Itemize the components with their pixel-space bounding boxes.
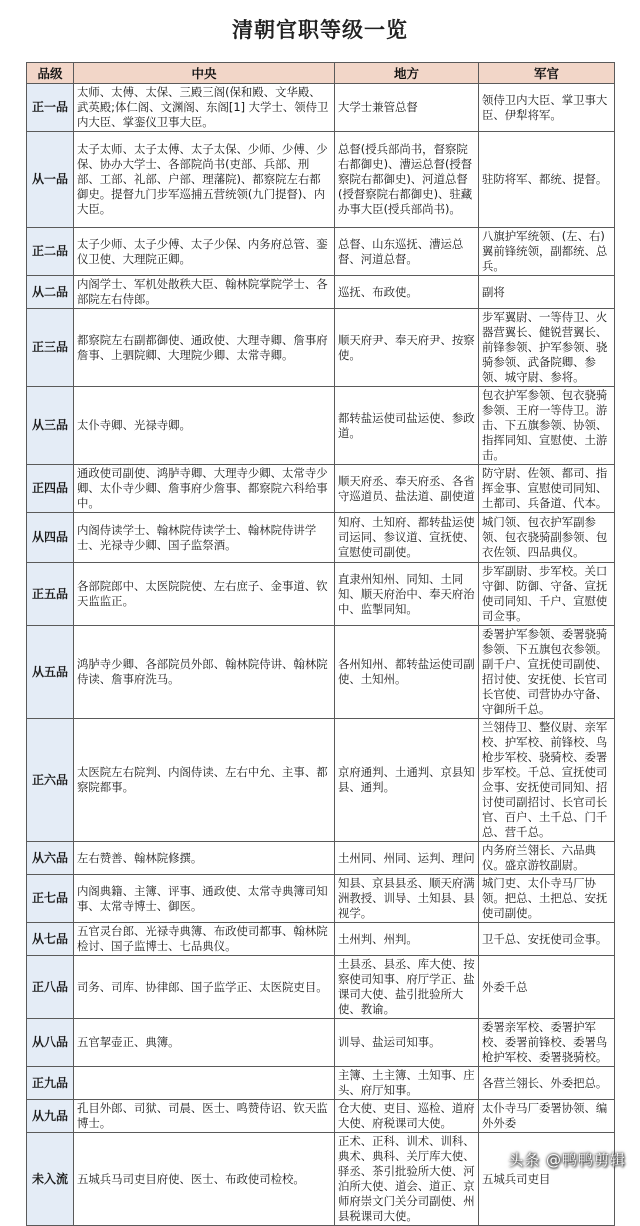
local-cell: 主簿、土主簿、土知事、庄头、府厅知事。 — [335, 1067, 479, 1100]
military-cell: 步军副尉、步军校。关口守御、防御、守备、宣抚使司同知、千户、宣慰使司佥事。 — [479, 563, 615, 626]
military-cell: 内务府兰翎长、六品典仪。盛京游牧副尉。 — [479, 842, 615, 875]
military-cell: 外委千总 — [479, 956, 615, 1019]
table-row — [27, 842, 615, 875]
table-row — [27, 956, 615, 1019]
rank-cell: 正一品 — [27, 84, 74, 132]
header-central: 中央 — [74, 63, 335, 84]
local-cell: 总督(授兵部尚书，督察院右都御史)、漕运总督(授督察院右都御史)、河道总督(授督察院右都御史)、驻藏办事大臣(授兵部尚书)。 — [335, 132, 479, 228]
table-row — [27, 132, 615, 228]
central-cell: 都察院左右副都御使、通政使、大理寺卿、詹事府詹事、上驷院卿、大理院少卿、太常寺卿。 — [74, 309, 335, 387]
local-cell: 总督、山东巡抚、漕运总督、河道总督。 — [335, 228, 479, 276]
local-cell: 土州判、州判。 — [335, 923, 479, 956]
military-cell: 城门领、包衣护军副参领、包衣骁骑副参领、包衣佐领、四品典仪。 — [479, 513, 615, 563]
military-cell: 驻防将军、都统、提督。 — [479, 132, 615, 228]
rank-cell: 正七品 — [27, 875, 74, 923]
rank-cell: 正二品 — [27, 228, 74, 276]
page-title: 清朝官职等级一览 — [232, 18, 408, 42]
rank-cell: 从九品 — [27, 1100, 74, 1133]
military-cell: 五城兵司吏目 — [479, 1133, 615, 1226]
table-row — [27, 875, 615, 923]
header-local: 地方 — [335, 63, 479, 84]
military-cell: 包衣护军参领、包衣骁骑参领、王府一等侍卫。游击、下五旗参领、协领、指挥同知、宣慰使、土游击。 — [479, 387, 615, 465]
table-header-row — [27, 63, 615, 84]
local-cell: 都转盐运使司盐运使、参政道。 — [335, 387, 479, 465]
table-row — [27, 719, 615, 842]
local-cell: 正术、正科、训术、训科、典术、典科、关厅库大使、驿丞、茶引批验所大使、河泊所大使、道会、道正、京师府崇文门关分司副使、州县税课司大使。 — [335, 1133, 479, 1226]
table-row — [27, 513, 615, 563]
rank-cell: 正四品 — [27, 465, 74, 513]
military-cell: 副将 — [479, 276, 615, 309]
military-cell: 步军翼尉、一等侍卫、火器营翼长、健锐营翼长、前锋参领、护军参领、骁骑参领、武备院卿、参领、城守尉、参将。 — [479, 309, 615, 387]
local-cell: 直隶州知州、同知、土同知、顺天府治中、奉天府治中、监掣同知。 — [335, 563, 479, 626]
military-cell: 领侍卫内大臣、掌卫事大臣、伊犁将军。 — [479, 84, 615, 132]
rank-cell: 正五品 — [27, 563, 74, 626]
rank-cell: 正八品 — [27, 956, 74, 1019]
military-cell: 卫千总、安抚使司佥事。 — [479, 923, 615, 956]
central-cell: 五官挈壶正、典簿。 — [74, 1019, 335, 1067]
rank-cell: 从四品 — [27, 513, 74, 563]
central-cell: 五官灵台郎、光禄寺典簿、布政使司都事、翰林院检讨、国子监博士、七品典仪。 — [74, 923, 335, 956]
military-cell: 委署护军参领、委署骁骑参领、下五旗包衣参领。副千户、宣抚使司副使、招讨使、安抚使、长官司长官使、司营协办守备、守御所千总。 — [479, 626, 615, 719]
local-cell: 知县、京县县丞、顺天府满洲教授、训导、土知县、县视学。 — [335, 875, 479, 923]
header-military: 军官 — [479, 63, 615, 84]
local-cell: 仓大使、吏目、巡检、道府大使、府税课司大使。 — [335, 1100, 479, 1133]
local-cell: 知府、土知府、都转盐运使司运同、参议道、宣抚使、宣慰使司副使。 — [335, 513, 479, 563]
local-cell: 顺天府丞、奉天府丞、各省守巡道员、盐法道、副使道 — [335, 465, 479, 513]
central-cell: 孔目外郎、司狱、司晨、医士、鸣赞侍诏、钦天监博士。 — [74, 1100, 335, 1133]
table-row — [27, 309, 615, 387]
central-cell: 太子太师、太子太傅、太子太保、少师、少傅、少保、协办大学士、各部院尚书(吏部、兵部、刑部、工部、礼部、户部、理藩院)、都察院左右都御史。提督九门步军巡捕五营统领(九门提督)、内大臣。 — [74, 132, 335, 228]
central-cell: 太仆寺卿、光禄寺卿。 — [74, 387, 335, 465]
table-row — [27, 276, 615, 309]
central-cell: 各部院郎中、太医院院使、左右庶子、金事道、钦天监监正。 — [74, 563, 335, 626]
local-cell: 巡抚、布政使。 — [335, 276, 479, 309]
central-cell: 司务、司库、协律郎、国子监学正、太医院吏目。 — [74, 956, 335, 1019]
central-cell: 内阁学士、军机处散秩大臣、翰林院掌院学士、各部院左右侍郎。 — [74, 276, 335, 309]
local-cell: 土州同、州同、运判、理问 — [335, 842, 479, 875]
rank-cell: 从三品 — [27, 387, 74, 465]
central-cell: 内阁侍读学士、翰林院侍读学士、翰林院侍讲学士、光禄寺少卿、国子监祭酒。 — [74, 513, 335, 563]
local-cell: 大学士兼管总督 — [335, 84, 479, 132]
rank-cell: 未入流 — [27, 1133, 74, 1226]
rank-cell: 从二品 — [27, 276, 74, 309]
rank-cell: 正九品 — [27, 1067, 74, 1100]
table-row — [27, 387, 615, 465]
local-cell: 各州知州、都转盐运使司副使、土知州。 — [335, 626, 479, 719]
table-body — [27, 84, 615, 1226]
table-row — [27, 563, 615, 626]
central-cell: 太医院左右院判、内阁侍读、左右中允、主事、都察院都事。 — [74, 719, 335, 842]
local-cell: 顺天府尹、奉天府尹、按察使。 — [335, 309, 479, 387]
local-cell: 土县丞、县丞、库大使、按察使司知事、府厅学正、盐课司大使、盐引批验所大使、教谕。 — [335, 956, 479, 1019]
table-row — [27, 923, 615, 956]
military-cell: 城门吏、太仆寺马厂协领。把总、土把总、安抚使司副使。 — [479, 875, 615, 923]
table-row — [27, 1133, 615, 1226]
rank-cell: 从五品 — [27, 626, 74, 719]
table-row — [27, 465, 615, 513]
central-cell — [74, 1067, 335, 1100]
military-cell: 各营兰翎长、外委把总。 — [479, 1067, 615, 1100]
rank-cell: 从一品 — [27, 132, 74, 228]
central-cell: 左右赞善、翰林院修撰。 — [74, 842, 335, 875]
central-cell: 鸿胪寺少卿、各部院员外郎、翰林院侍讲、翰林院侍读、詹事府洗马。 — [74, 626, 335, 719]
military-cell: 防守尉、佐领、都司、指挥金事、宣慰使司同知、土都司、兵备道、代本。 — [479, 465, 615, 513]
header-rank: 品级 — [27, 63, 74, 84]
rank-cell: 正六品 — [27, 719, 74, 842]
central-cell: 内阁典籍、主簿、评事、通政使、太常寺典簿司知事、太常寺博士、御医。 — [74, 875, 335, 923]
military-cell: 八旗护军统领、(左、右)翼前锋统领，副都统、总兵。 — [479, 228, 615, 276]
rank-cell: 从八品 — [27, 1019, 74, 1067]
central-cell: 通政使司副使、鸿胪寺卿、大理寺少卿、太常寺少卿、太仆寺少卿、詹事府少詹事、都察院六科给事中。 — [74, 465, 335, 513]
rank-cell: 从六品 — [27, 842, 74, 875]
military-cell: 委署亲军校、委署护军校、委署前锋校、委署鸟枪护军校、委署骁骑校。 — [479, 1019, 615, 1067]
table-row — [27, 1067, 615, 1100]
central-cell: 五城兵马司吏目府使、医士、布政使司检校。 — [74, 1133, 335, 1226]
central-cell: 太子少师、太子少傅、太子少保、内务府总管、銮仪卫使、大理院正卿。 — [74, 228, 335, 276]
rank-cell: 从七品 — [27, 923, 74, 956]
table-row — [27, 626, 615, 719]
table-row — [27, 84, 615, 132]
watermark: 头条 @鸭鸭剪辑 — [508, 1151, 626, 1169]
military-cell: 太仆寺马厂委署协领、编外外委 — [479, 1100, 615, 1133]
military-cell: 兰翎侍卫、整仪尉、亲军校、护军校、前锋校、鸟枪步军校、骁骑校、委署步军校。千总、宣抚使司佥事、安抚使司同知、招讨使司副招讨、长官司长官、百户、土千总、门千总、营千总。 — [479, 719, 615, 842]
table-row — [27, 228, 615, 276]
rank-cell: 正三品 — [27, 309, 74, 387]
local-cell: 京府通判、土通判、京县知县、通判。 — [335, 719, 479, 842]
table-row — [27, 1019, 615, 1067]
local-cell: 训导、盐运司知事。 — [335, 1019, 479, 1067]
rank-table — [26, 62, 615, 1226]
central-cell: 太师、太傅、太保、三殿三阁(保和殿、文华殿、武英殿;体仁阁、文渊阁、东阁[1] 大学士、领侍卫内大臣、掌銮仪卫事大臣。 — [74, 84, 335, 132]
table-row — [27, 1100, 615, 1133]
